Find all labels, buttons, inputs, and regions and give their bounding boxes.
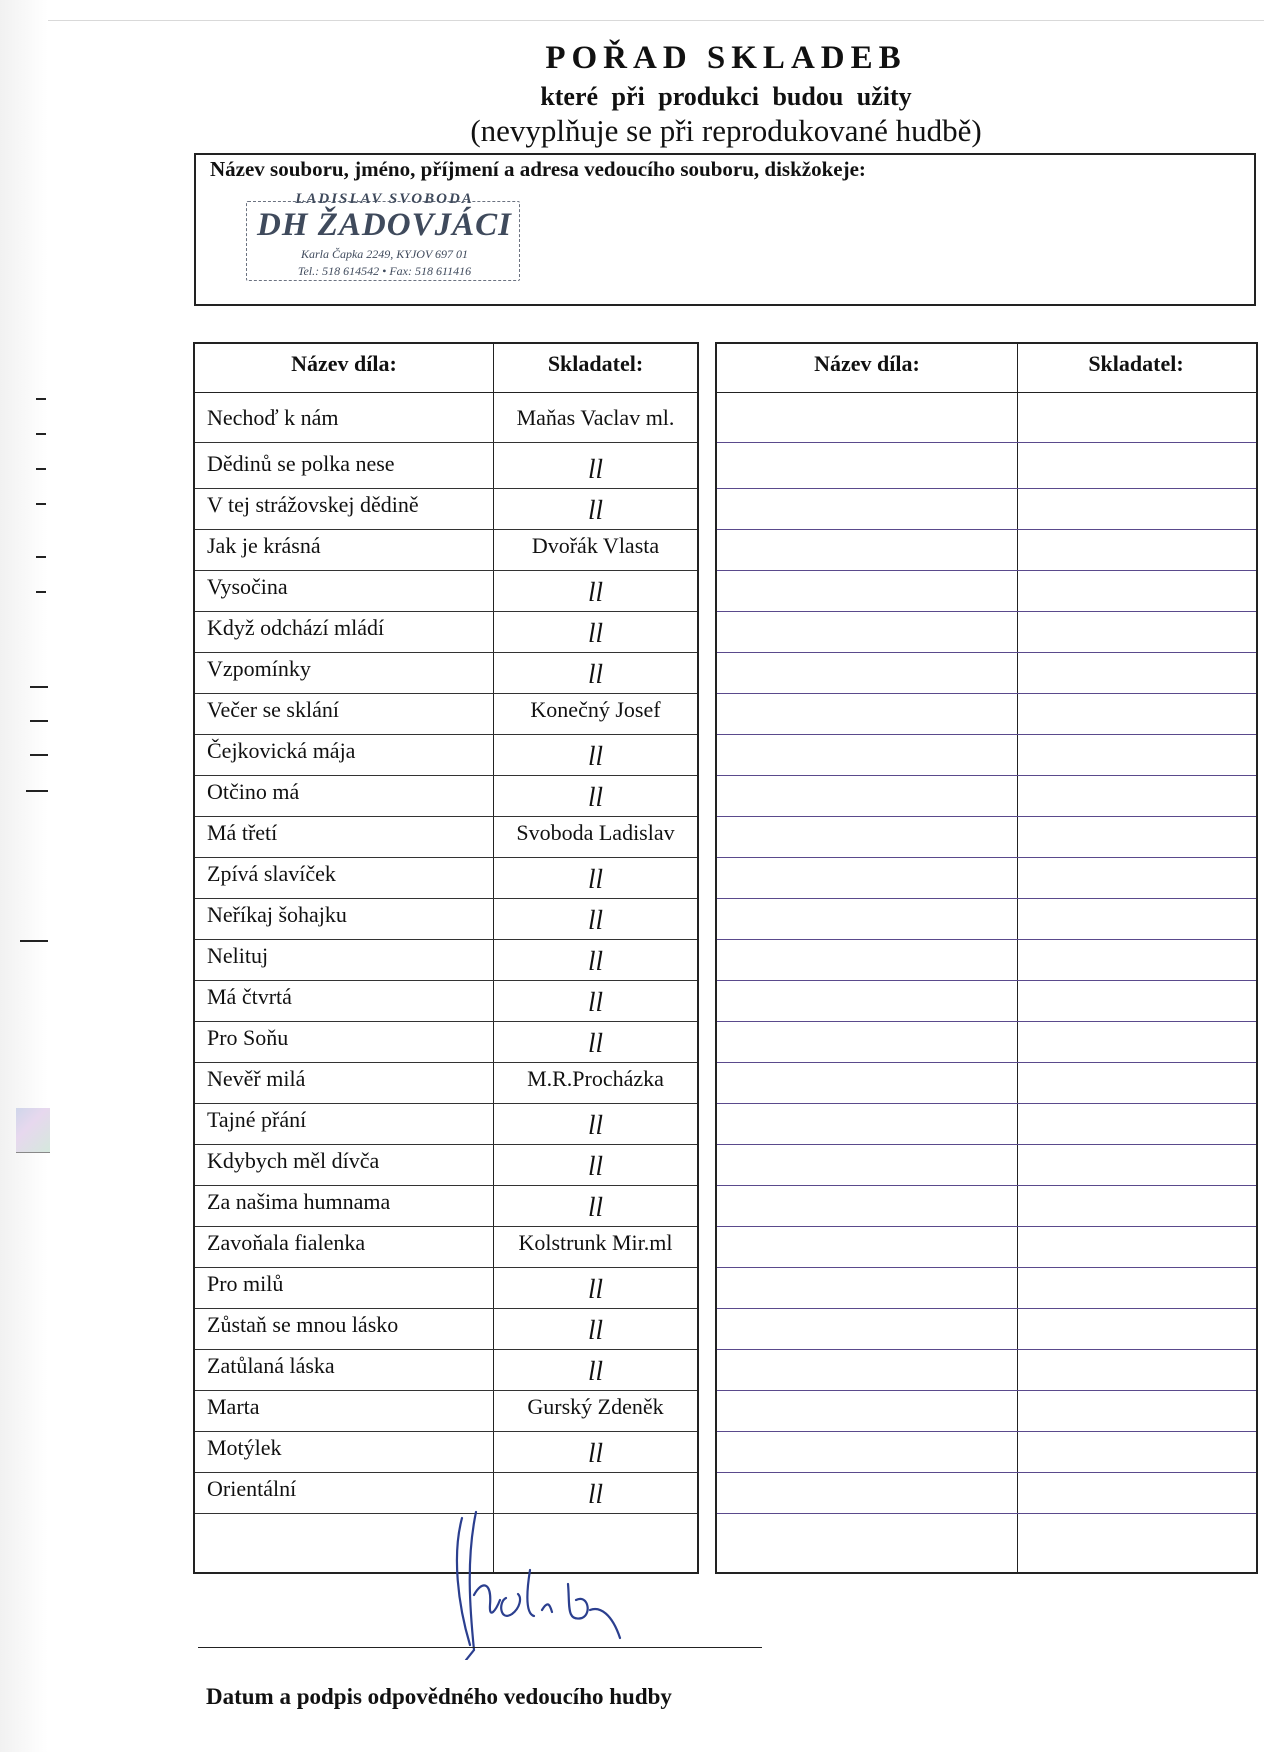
song-name: Vzpomínky <box>207 656 311 681</box>
composer-name: ll <box>587 659 603 689</box>
scan-tick-mark <box>30 686 48 688</box>
stamp-line-4: Tel.: 518 614542 • Fax: 518 611416 <box>297 264 472 278</box>
song-name: V tej strážovskej dědině <box>207 492 419 517</box>
table-row <box>717 1432 1256 1473</box>
table-row <box>195 694 697 735</box>
composer-name: ll <box>587 454 603 484</box>
table-row <box>195 981 697 1022</box>
table-row <box>717 776 1256 817</box>
table-row <box>195 1145 697 1186</box>
song-name: Orientální <box>207 1476 297 1501</box>
song-name: Nelituj <box>207 943 269 968</box>
song-name: Dědinů se polka nese <box>207 451 395 476</box>
composer-name: Konečný Josef <box>530 697 661 722</box>
table-row <box>195 1432 697 1473</box>
table-row <box>717 1186 1256 1227</box>
table-row <box>717 653 1256 694</box>
composer-name: Maňas Vaclav ml. <box>516 405 675 430</box>
table-row <box>717 1022 1256 1063</box>
table-row <box>717 1145 1256 1186</box>
signature-caption: Datum a podpis odpovědného vedoucího hudby <box>206 1684 672 1709</box>
song-name: Zavoňala fialenka <box>207 1230 366 1255</box>
song-name: Tajné přání <box>207 1107 307 1132</box>
table-row <box>717 1268 1256 1309</box>
signature-line <box>198 1647 762 1648</box>
ensemble-info-box <box>194 153 1256 306</box>
song-name: Když odchází mládí <box>207 615 385 640</box>
composer-name: Gurský Zdeněk <box>527 1394 664 1419</box>
table-row <box>717 1227 1256 1268</box>
song-name: Zpívá slavíček <box>207 861 336 886</box>
scan-color-swatch <box>16 1108 50 1153</box>
song-name: Motýlek <box>207 1435 282 1460</box>
stamp-line-2: DH ŽADOVJÁCI <box>257 207 512 243</box>
table-row <box>717 981 1256 1022</box>
composer-name: M.R.Procházka <box>527 1066 664 1091</box>
song-name: Nechoď k nám <box>207 405 339 430</box>
scan-tick-mark <box>36 433 46 435</box>
header-divider <box>195 392 697 393</box>
song-name: Pro Soňu <box>207 1025 289 1050</box>
scan-tick-mark <box>30 754 48 756</box>
table-row <box>717 817 1256 858</box>
header-composer: Skladatel: <box>1088 351 1184 376</box>
table-row <box>195 1186 697 1227</box>
table-row <box>195 394 697 443</box>
table-row <box>717 899 1256 940</box>
song-name: Vysočina <box>207 574 288 599</box>
song-name: Pro milů <box>207 1271 284 1296</box>
table-row <box>195 612 697 653</box>
song-name: Kdybych měl dívča <box>207 1148 380 1173</box>
table-row <box>717 443 1256 489</box>
table-row <box>195 1473 697 1514</box>
composer-name: ll <box>587 1438 603 1468</box>
song-name: Za našima humnama <box>207 1189 391 1214</box>
header-composer: Skladatel: <box>547 351 644 376</box>
scan-margin <box>0 0 48 1752</box>
table-row <box>195 489 697 530</box>
table-row <box>717 612 1256 653</box>
table-row <box>195 1268 697 1309</box>
songs-table-right <box>715 342 1258 1574</box>
ensemble-stamp <box>246 191 523 283</box>
composer-name: ll <box>587 1192 603 1222</box>
table-row <box>717 530 1256 571</box>
song-name: Má čtvrtá <box>207 984 292 1009</box>
table-row <box>717 1309 1256 1350</box>
song-name: Večer se sklání <box>207 697 339 722</box>
composer-name: ll <box>587 905 603 935</box>
table-row <box>717 1350 1256 1391</box>
song-name: Čejkovická mája <box>207 738 356 763</box>
composer-name: ll <box>587 1110 603 1140</box>
song-name: Otčino má <box>207 779 300 804</box>
table-row <box>195 1309 697 1350</box>
composer-name: ll <box>587 577 603 607</box>
scan-tick-mark <box>36 556 46 558</box>
table-row <box>195 1022 697 1063</box>
scan-edge-line <box>48 20 1264 21</box>
composer-name: ll <box>587 1274 603 1304</box>
scan-tick-mark <box>30 720 48 722</box>
header-song-name: Název díla: <box>814 351 920 376</box>
table-row <box>195 858 697 899</box>
table-row <box>195 1227 697 1268</box>
composer-name: ll <box>587 1479 603 1509</box>
signature <box>440 1510 690 1660</box>
stamp-line-1: LADISLAV SVOBODA <box>295 191 474 207</box>
header-divider <box>717 392 1256 393</box>
table-row <box>195 571 697 612</box>
stamp-line-3: Karla Čapka 2249, KYJOV 697 01 <box>300 247 469 261</box>
scan-tick-mark <box>36 398 46 400</box>
composer-name: ll <box>587 741 603 771</box>
composer-name: ll <box>587 1028 603 1058</box>
table-row <box>717 1063 1256 1104</box>
song-name: Nevěř milá <box>207 1066 306 1091</box>
table-row <box>717 858 1256 899</box>
table-row <box>195 530 697 571</box>
table-row <box>195 735 697 776</box>
composer-name: ll <box>587 1151 603 1181</box>
page-note: (nevyplňuje se při reprodukované hudbě) <box>470 113 982 148</box>
composer-name: ll <box>587 782 603 812</box>
composer-name: ll <box>587 1356 603 1386</box>
table-row <box>195 817 697 858</box>
composer-name: ll <box>587 618 603 648</box>
header-song-name: Název díla: <box>291 351 397 376</box>
composer-name: ll <box>587 1315 603 1345</box>
table-row <box>717 1104 1256 1145</box>
table-row <box>717 735 1256 776</box>
composer-name: Kolstrunk Mir.ml <box>518 1230 673 1255</box>
song-name: Jak je krásná <box>207 533 321 558</box>
scan-tick-mark <box>36 591 46 593</box>
table-row <box>717 1473 1256 1514</box>
composer-name: ll <box>587 987 603 1017</box>
composer-name: Svoboda Ladislav <box>516 820 675 845</box>
composer-name: ll <box>587 495 603 525</box>
song-name: Má třetí <box>207 820 278 845</box>
song-name: Zatůlaná láska <box>207 1353 335 1378</box>
table-row <box>195 940 697 981</box>
scan-tick-mark <box>36 503 46 505</box>
table-row <box>195 1350 697 1391</box>
table-row <box>195 653 697 694</box>
composer-name: ll <box>587 946 603 976</box>
page-title: POŘAD SKLADEB <box>545 40 907 76</box>
table-row <box>717 489 1256 530</box>
page-subtitle: které při produkci budou užity <box>540 82 912 111</box>
table-row <box>195 899 697 940</box>
song-name: Zůstaň se mnou lásko <box>207 1312 399 1337</box>
table-row <box>195 776 697 817</box>
table-row <box>717 1391 1256 1432</box>
composer-name: Dvořák Vlasta <box>531 533 660 558</box>
scan-tick-mark <box>36 468 46 470</box>
song-name: Neříkaj šohajku <box>207 902 347 927</box>
table-row <box>195 1063 697 1104</box>
scan-tick-mark <box>20 940 48 942</box>
scan-tick-mark <box>26 790 48 792</box>
ensemble-label: Název souboru, jméno, příjmení a adresa vedoucího souboru, diskžokeje: <box>210 157 866 181</box>
table-row <box>195 443 697 489</box>
song-name: Marta <box>207 1394 260 1419</box>
table-row <box>195 1391 697 1432</box>
table-row <box>195 1104 697 1145</box>
table-row <box>717 694 1256 735</box>
table-row <box>717 394 1256 443</box>
table-row <box>717 1514 1256 1571</box>
songs-table-left <box>193 342 699 1574</box>
composer-name: ll <box>587 864 603 894</box>
table-row <box>717 571 1256 612</box>
table-row <box>717 940 1256 981</box>
